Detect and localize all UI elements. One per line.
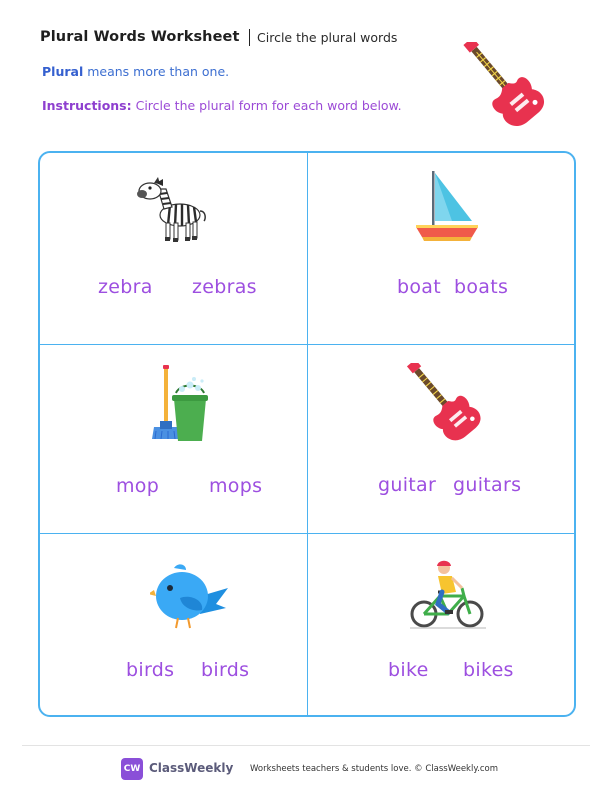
- bicycle-rider-icon: [408, 560, 488, 632]
- brand-logo-icon: CW: [121, 758, 143, 780]
- bird-icon: [150, 560, 230, 632]
- brand-name: ClassWeekly: [149, 761, 234, 775]
- footer-divider: [22, 745, 590, 746]
- definition-line: [42, 64, 229, 79]
- zebra-icon: [136, 175, 208, 245]
- mop-and-bucket-icon: [150, 365, 212, 443]
- word-option-1[interactable]: mop: [116, 475, 160, 497]
- sailboat-icon: [412, 167, 482, 247]
- word-option-1[interactable]: zebra: [98, 276, 153, 298]
- cell-bike: [308, 534, 576, 717]
- instructions-line: [42, 98, 402, 113]
- word-option-1[interactable]: birds: [126, 659, 175, 681]
- page-title: Plural Words Worksheet: [40, 29, 240, 45]
- worksheet-header: [40, 27, 397, 47]
- word-option-2[interactable]: bikes: [463, 659, 514, 681]
- instructions-label: Instructions:: [42, 98, 132, 113]
- page-subtitle: Circle the plural words: [257, 29, 398, 45]
- guitar-icon: [402, 363, 486, 441]
- word-option-2[interactable]: mops: [209, 475, 263, 497]
- cell-guitar: [308, 345, 576, 533]
- instructions-text: Circle the plural form for each word below.: [131, 98, 402, 113]
- word-option-1[interactable]: bike: [388, 659, 429, 681]
- word-option-2[interactable]: boats: [454, 276, 509, 298]
- word-option-1[interactable]: boat: [397, 276, 441, 298]
- word-option-1[interactable]: guitar: [378, 474, 437, 496]
- worksheet-grid: [38, 151, 576, 717]
- cell-zebra: [40, 153, 307, 344]
- word-option-2[interactable]: guitars: [453, 474, 522, 496]
- cell-mop: [40, 345, 307, 533]
- cell-boat: [308, 153, 576, 344]
- footer-tagline: Worksheets teachers & students love. © ClassWeekly.com: [250, 764, 499, 774]
- title-separator: [249, 29, 251, 46]
- word-option-2[interactable]: zebras: [192, 276, 257, 298]
- cell-bird: [40, 534, 307, 717]
- definition-term: Plural: [42, 64, 84, 79]
- definition-text: means more than one.: [83, 64, 230, 79]
- header-guitar-icon: [458, 42, 550, 126]
- word-option-2[interactable]: birds: [201, 659, 250, 681]
